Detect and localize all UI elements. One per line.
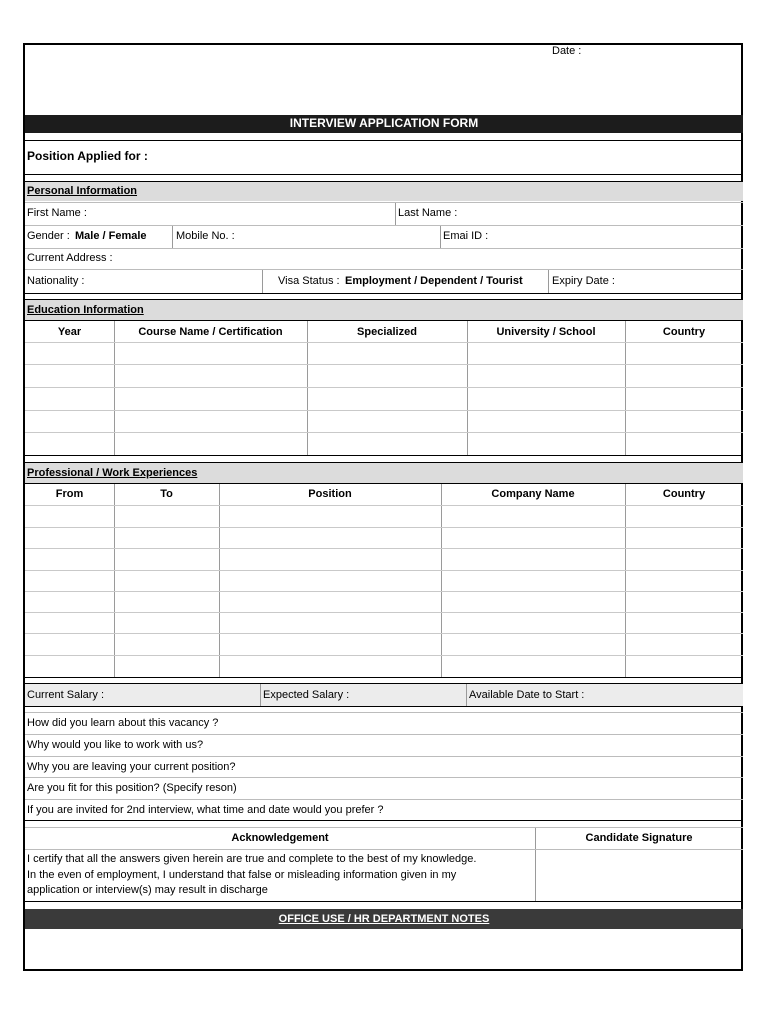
divider (262, 270, 263, 293)
divider (535, 828, 536, 901)
education-heading: Education Information (27, 304, 144, 316)
available-date-field[interactable]: Available Date to Start : (469, 689, 585, 701)
divider (25, 293, 743, 294)
divider (25, 827, 743, 828)
work-row[interactable] (25, 612, 743, 613)
divider (25, 901, 743, 902)
edu-row[interactable] (25, 364, 743, 365)
divider (25, 849, 743, 850)
expected-salary-field[interactable]: Expected Salary : (263, 689, 350, 701)
divider (25, 483, 743, 484)
expiry-date-field[interactable]: Expiry Date : (552, 275, 615, 287)
divider (440, 226, 441, 248)
divider (25, 712, 743, 713)
divider (25, 320, 743, 321)
edu-col-specialized: Specialized (357, 326, 417, 338)
visa-label: Visa Status : (278, 275, 340, 287)
last-name-field[interactable]: Last Name : (398, 207, 458, 219)
visa-options[interactable]: Employment / Dependent / Tourist (345, 275, 523, 287)
divider (25, 777, 743, 778)
work-col-divider (219, 484, 220, 677)
work-col-company: Company Name (491, 488, 575, 500)
gender-options[interactable]: Male / Female (75, 230, 147, 242)
signature-box[interactable] (537, 851, 741, 900)
work-col-to: To (160, 488, 173, 500)
divider (25, 181, 743, 182)
work-row[interactable] (25, 548, 743, 549)
work-row[interactable] (25, 655, 743, 656)
divider (25, 248, 743, 249)
divider (25, 225, 743, 226)
edu-col-course: Course Name / Certification (138, 326, 283, 338)
divider (548, 270, 549, 293)
divider (25, 174, 743, 175)
work-heading: Professional / Work Experiences (27, 467, 198, 479)
acknowledgement-line: application or interview(s) may result in discharge (27, 884, 268, 896)
work-col-divider (441, 484, 442, 677)
work-row[interactable] (25, 570, 743, 571)
edu-col-year: Year (57, 326, 82, 338)
current-salary-field[interactable]: Current Salary : (27, 689, 105, 701)
divider (25, 455, 743, 456)
mobile-field[interactable]: Mobile No. : (176, 230, 235, 242)
edu-row[interactable] (25, 387, 743, 388)
divider (466, 684, 467, 706)
question-item[interactable]: Why you are leaving your current position? (27, 761, 236, 773)
work-row[interactable] (25, 633, 743, 634)
divider (25, 299, 743, 300)
work-col-country: Country (662, 488, 706, 500)
divider (25, 820, 743, 821)
work-col-from: From (55, 488, 84, 500)
divider (25, 799, 743, 800)
work-col-position: Position (308, 488, 352, 500)
form-title: INTERVIEW APPLICATION FORM (289, 116, 479, 130)
first-name-field[interactable]: First Name : (27, 207, 87, 219)
divider (25, 677, 743, 678)
nationality-field[interactable]: Nationality : (27, 275, 85, 287)
edu-row[interactable] (25, 342, 743, 343)
question-item[interactable]: How did you learn about this vacancy ? (27, 717, 219, 729)
office-notes-area[interactable] (25, 930, 743, 969)
office-use-label: OFFICE USE / HR DEPARTMENT NOTES (278, 913, 490, 925)
signature-heading: Candidate Signature (585, 832, 693, 844)
email-field[interactable]: Emai ID : (443, 230, 489, 242)
personal-heading: Personal Information (27, 185, 138, 197)
acknowledgement-line: I certify that all the answers given herein are true and complete to the best of my knowledge. (27, 853, 477, 865)
divider (25, 140, 743, 141)
divider (25, 202, 743, 203)
acknowledgement-line: In the even of employment, I understand that false or misleading information given in my (27, 869, 457, 881)
work-row[interactable] (25, 527, 743, 528)
divider (25, 734, 743, 735)
work-col-divider (625, 484, 626, 677)
work-row[interactable] (25, 505, 743, 506)
divider (260, 684, 261, 706)
edu-col-university: University / School (496, 326, 596, 338)
question-item[interactable]: Why would you like to work with us? (27, 739, 204, 751)
edu-row[interactable] (25, 410, 743, 411)
edu-col-country: Country (662, 326, 706, 338)
date-label: Date : (552, 45, 582, 57)
question-item[interactable]: Are you fit for this position? (Specify reson) (27, 782, 237, 794)
salary-bar (25, 684, 743, 706)
position-applied-label[interactable]: Position Applied for : (27, 149, 148, 163)
divider (25, 683, 743, 684)
edu-row[interactable] (25, 432, 743, 433)
question-item[interactable]: If you are invited for 2nd interview, what time and date would you prefer ? (27, 804, 384, 816)
acknowledgement-heading: Acknowledgement (231, 832, 329, 844)
divider (25, 462, 743, 463)
address-field[interactable]: Current Address : (27, 252, 113, 264)
divider (25, 706, 743, 707)
divider (25, 756, 743, 757)
divider (25, 269, 743, 270)
work-row[interactable] (25, 591, 743, 592)
divider (172, 226, 173, 248)
work-col-divider (114, 484, 115, 677)
gender-label: Gender : (27, 230, 70, 242)
divider (395, 203, 396, 225)
